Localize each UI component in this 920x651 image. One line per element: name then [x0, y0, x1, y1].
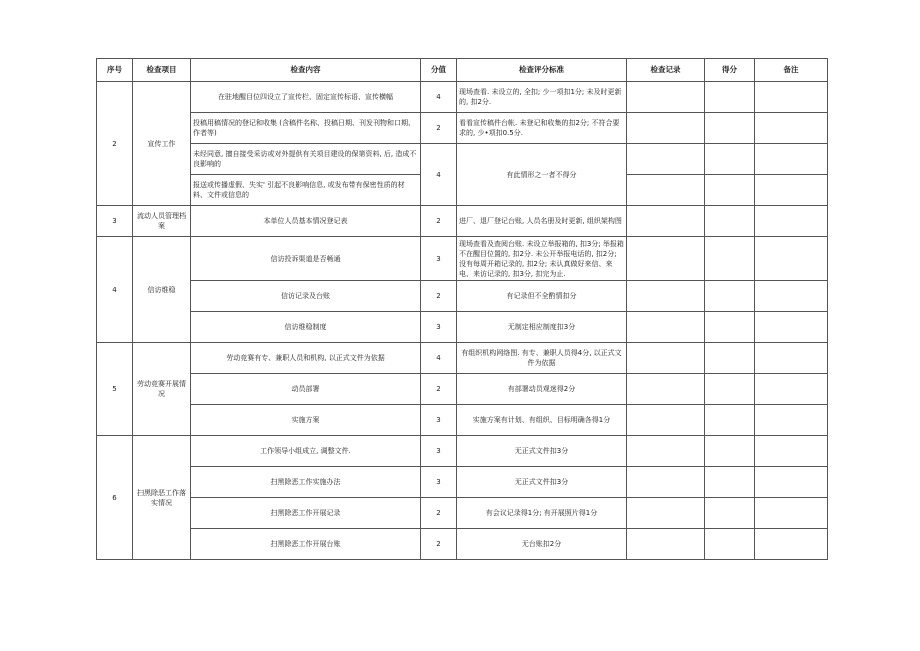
seq-cell: 4 [97, 237, 133, 343]
got-cell[interactable] [705, 498, 755, 529]
score-cell: 4 [421, 144, 457, 206]
content-cell: 工作领导小组成立, 调整文件. [191, 436, 421, 467]
standard-cell: 现场查看及查阅台账. 未设立举报箱的, 扣3分; 举报箱不在醒目位置的, 扣2分. 未公开举报电话的, 扣2分; 没有每周开箱记录的, 扣2分; 未认真做好来信、来电、来访记录的, 扣3分, 扣完为止. [457, 237, 627, 281]
content-cell: 实施方案 [191, 405, 421, 436]
header-score: 分值 [421, 59, 457, 82]
content-cell: 劳动竞赛有专、兼职人员和机构, 以正式文件为依据 [191, 343, 421, 374]
header-item: 检查项目 [133, 59, 191, 82]
seq-cell: 5 [97, 343, 133, 436]
content-cell: 报送或传播虚假、失实' 引起不良影响信息, 或发布带有保密性质的材料、文件或信息的 [191, 175, 421, 206]
got-cell[interactable] [705, 343, 755, 374]
table-row [97, 467, 828, 498]
item-cell: 流动人员管理档案 [133, 206, 191, 237]
got-cell[interactable] [705, 281, 755, 312]
header-seq: 序号 [97, 59, 133, 82]
score-cell: 3 [421, 312, 457, 343]
table-row [97, 498, 828, 529]
standard-cell: 看看宣传稿件台帐. 未登记和收集的扣2分; 不符合要求的, 少•项扣0.5分. [457, 113, 627, 144]
record-cell[interactable] [627, 113, 705, 144]
seq-cell: 6 [97, 436, 133, 560]
note-cell[interactable] [755, 467, 828, 498]
score-cell: 2 [421, 374, 457, 405]
table-row [97, 113, 828, 144]
score-cell: 4 [421, 82, 457, 113]
header-row [97, 59, 828, 82]
header-got: 得分 [705, 59, 755, 82]
note-cell[interactable] [755, 144, 828, 175]
item-cell: 扫黑除恶工作落实情况 [133, 436, 191, 560]
table-row [97, 206, 828, 237]
score-cell: 2 [421, 113, 457, 144]
note-cell[interactable] [755, 498, 828, 529]
score-cell: 2 [421, 498, 457, 529]
record-cell[interactable] [627, 206, 705, 237]
content-cell: 信访投诉渠道是否畅通 [191, 237, 421, 281]
content-cell: 信访维稳制度 [191, 312, 421, 343]
note-cell[interactable] [755, 374, 828, 405]
note-cell[interactable] [755, 436, 828, 467]
score-cell: 3 [421, 436, 457, 467]
record-cell[interactable] [627, 436, 705, 467]
standard-cell: 有组织机构网络图. 有专、兼职人员得4分, 以正式文件为依据 [457, 343, 627, 374]
record-cell[interactable] [627, 374, 705, 405]
content-cell: 在驻地醒目位四设立了宣传栏、固定宣传标语、宣传横幅 [191, 82, 421, 113]
score-cell: 2 [421, 206, 457, 237]
got-cell[interactable] [705, 529, 755, 560]
standard-cell: 无台账扣2分 [457, 529, 627, 560]
inspection-table [96, 58, 828, 560]
note-cell[interactable] [755, 312, 828, 343]
got-cell[interactable] [705, 206, 755, 237]
got-cell[interactable] [705, 374, 755, 405]
item-cell: 劳动竞赛开展情况 [133, 343, 191, 436]
header-standard: 检查评分标准 [457, 59, 627, 82]
note-cell[interactable] [755, 281, 828, 312]
record-cell[interactable] [627, 498, 705, 529]
standard-cell: 现场查看. 未设立的, 全扣; 少一项扣1分; 未及时更新的, 扣2分. [457, 82, 627, 113]
table-row [97, 436, 828, 467]
content-cell: 投稿用稿情况的登记和收集 (含稿件名称、投稿日期、刊发刊物和口期、作者等) [191, 113, 421, 144]
note-cell[interactable] [755, 206, 828, 237]
note-cell[interactable] [755, 405, 828, 436]
score-cell: 3 [421, 467, 457, 498]
seq-cell: 2 [97, 82, 133, 206]
content-cell: 扫黑除恶工作实施办法 [191, 467, 421, 498]
table-row [97, 529, 828, 560]
record-cell[interactable] [627, 281, 705, 312]
note-cell[interactable] [755, 82, 828, 113]
record-cell[interactable] [627, 312, 705, 343]
standard-cell: 有部署动员观迷得2分 [457, 374, 627, 405]
record-cell[interactable] [627, 82, 705, 113]
got-cell[interactable] [705, 405, 755, 436]
got-cell[interactable] [705, 113, 755, 144]
record-cell[interactable] [627, 467, 705, 498]
standard-cell: 有会议记录得1分; 有开展照片得1分 [457, 498, 627, 529]
content-cell: 信访记录及台账 [191, 281, 421, 312]
header-content: 检查内容 [191, 59, 421, 82]
table-row [97, 405, 828, 436]
record-cell[interactable] [627, 529, 705, 560]
content-cell: 未经同意, 擅自接受采访或对外提供有关项目建设的保第资料, 后, 造成不良影响的 [191, 144, 421, 175]
table-row [97, 374, 828, 405]
standard-cell: 无正式文件扣3分 [457, 436, 627, 467]
content-cell: 扫黑除恶工作开展记录 [191, 498, 421, 529]
header-record: 检查记录 [627, 59, 705, 82]
record-cell[interactable] [627, 237, 705, 281]
score-cell: 2 [421, 529, 457, 560]
score-cell: 2 [421, 281, 457, 312]
note-cell[interactable] [755, 237, 828, 281]
standard-cell: 有此情形之一者不得分 [457, 144, 627, 206]
got-cell[interactable] [705, 144, 755, 175]
note-cell[interactable] [755, 175, 828, 206]
content-cell: 动员部署 [191, 374, 421, 405]
item-cell: 宣传工作 [133, 82, 191, 206]
note-cell[interactable] [755, 529, 828, 560]
standard-cell: 有记录但不全酌情扣分 [457, 281, 627, 312]
record-cell[interactable] [627, 343, 705, 374]
content-cell: 扫黑除恶工作开展台账 [191, 529, 421, 560]
table-row [97, 82, 828, 113]
got-cell[interactable] [705, 237, 755, 281]
record-cell[interactable] [627, 175, 705, 206]
content-cell: 本单位人员基本情况登记表 [191, 206, 421, 237]
score-cell: 3 [421, 405, 457, 436]
standard-cell: 进厂、退厂登记台账, 人员名册及时更新, 组织架构图 [457, 206, 627, 237]
score-cell: 3 [421, 237, 457, 281]
table-row [97, 343, 828, 374]
got-cell[interactable] [705, 82, 755, 113]
item-cell: 信访维稳 [133, 237, 191, 343]
header-note: 备注 [755, 59, 828, 82]
note-cell[interactable] [755, 113, 828, 144]
got-cell[interactable] [705, 312, 755, 343]
got-cell[interactable] [705, 436, 755, 467]
standard-cell: 无制定相应制度扣3分 [457, 312, 627, 343]
standard-cell: 无正式文件扣3分 [457, 467, 627, 498]
table-row [97, 281, 828, 312]
record-cell[interactable] [627, 405, 705, 436]
seq-cell: 3 [97, 206, 133, 237]
got-cell[interactable] [705, 175, 755, 206]
note-cell[interactable] [755, 343, 828, 374]
table-row [97, 312, 828, 343]
table-row [97, 144, 828, 175]
record-cell[interactable] [627, 144, 705, 175]
table-row [97, 237, 828, 281]
got-cell[interactable] [705, 467, 755, 498]
standard-cell: 实施方案有计划、有组织、目标明确各得1分 [457, 405, 627, 436]
score-cell: 4 [421, 343, 457, 374]
